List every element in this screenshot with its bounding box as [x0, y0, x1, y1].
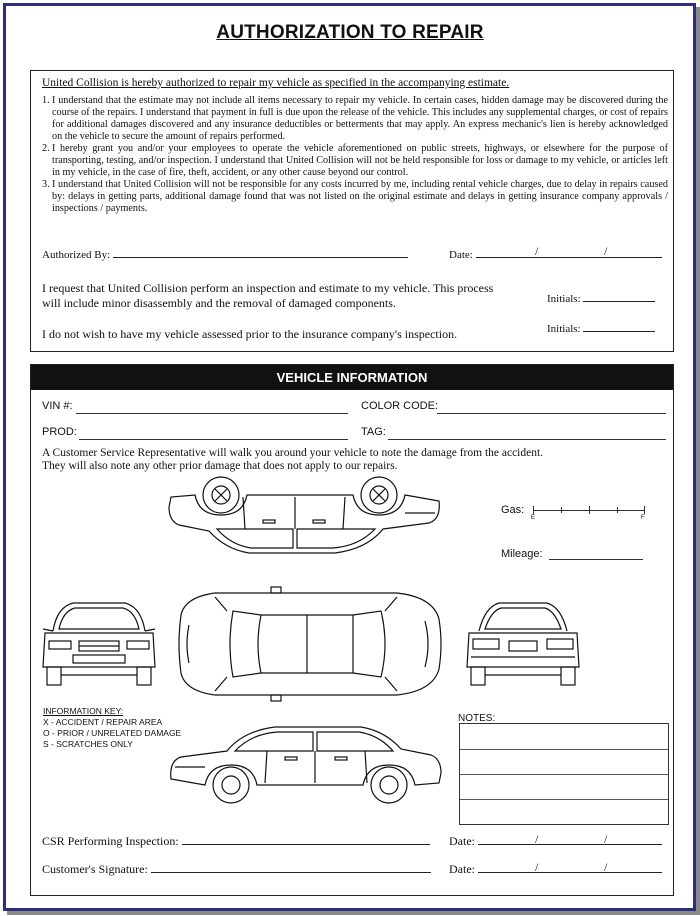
date-separator: / — [604, 860, 608, 874]
customer-signature-row — [42, 862, 431, 877]
term-number: 2. — [42, 143, 50, 154]
car-driver-side-diagram[interactable] — [165, 473, 445, 559]
gas-tick — [533, 506, 534, 514]
term-item — [42, 143, 668, 179]
date-label: Date: — [449, 249, 473, 261]
key-item-accident: X - ACCIDENT / REPAIR AREA — [43, 717, 163, 727]
authorized-by-row — [42, 247, 408, 261]
initials-label: Initials: — [547, 293, 581, 305]
gas-tick — [644, 506, 645, 514]
term-text: I hereby grant you and/or your employees to operate the vehicle aforementioned on public streets, highways, or elsewhere for the purpose of transporting, testing, and/or inspection. I understand that United Collision will not be held responsible for loss or damage to my vehicle, or articles left in my vehicle, in the case of fire, theft, accident, or any other cause beyond our control. — [52, 143, 668, 178]
date-separator: / — [604, 244, 608, 258]
date-label: Date: — [449, 862, 475, 876]
csr-note-line-1: A Customer Service Representative will walk you around your vehicle to note the damage from the accident. — [42, 447, 544, 459]
gas-full-label: F — [641, 515, 645, 521]
notes-line — [460, 799, 668, 800]
term-number: 1. — [42, 95, 50, 106]
notes-box[interactable] — [459, 723, 669, 825]
date-separator: / — [604, 832, 608, 846]
gas-tick — [617, 507, 618, 513]
term-text: I understand that United Collision will not be responsible for any costs incurred by me, including rental vehicle charges, due to delay in repairs caused by: delays in getting parts, additional damage found that was not listed on the original estimate and delays in getting insurance company approvals / inspections / payments. — [52, 179, 668, 214]
car-top-view-diagram[interactable] — [167, 585, 447, 703]
information-key — [43, 706, 181, 750]
car-front-view-diagram[interactable] — [39, 597, 159, 693]
gas-tick — [561, 507, 562, 513]
date-label: Date: — [449, 834, 475, 848]
authorization-statement: United Collision is hereby authorized to repair my vehicle as specified in the accompanying estimate. — [42, 77, 510, 89]
notes-label: NOTES: — [458, 713, 496, 724]
vehicle-information-header: VEHICLE INFORMATION — [31, 365, 673, 390]
mileage-label: Mileage: — [501, 548, 543, 560]
information-key-title: INFORMATION KEY: — [43, 706, 124, 716]
csr-performing-row — [42, 834, 430, 849]
date-separator: / — [535, 244, 539, 258]
gas-empty-label: E — [531, 515, 536, 521]
date-separator: / — [535, 832, 539, 846]
tag-field[interactable] — [388, 439, 666, 440]
form-title: AUTHORIZATION TO REPAIR — [216, 22, 484, 43]
customer-signature-field[interactable] — [151, 862, 431, 873]
inspection-request-text: I request that United Collision perform an inspection and estimate to my vehicle. This process will include minor disassembly and the removal of damaged components. — [42, 281, 494, 310]
color-code-field[interactable] — [437, 413, 666, 414]
authorization-section — [30, 70, 674, 352]
authorization-date-row — [449, 247, 662, 261]
initials-label: Initials: — [547, 323, 581, 335]
gas-tick — [589, 506, 590, 514]
color-code-label: COLOR CODE: — [361, 400, 439, 412]
notes-line — [460, 749, 668, 750]
signature-date-row — [449, 862, 662, 877]
initials-field-1[interactable] — [583, 291, 655, 302]
csr-note-line-2: They will also note any other prior damage that does not apply to our repairs. — [42, 460, 398, 472]
term-text: I understand that the estimate may not include all items necessary to repair my vehicle. In certain cases, hidden damage may be discovered during the course of the repairs. I understand that payment in full is due upon the release of the vehicle. This includes any supplemental charges, or cost of repairs for additional damages discovered and any insurance deductibles or betterments that may apply. An express mechanic's lien is hereby acknowledged on the vehicle to secure the amount of repairs performed. — [52, 95, 668, 142]
notes-line — [460, 774, 668, 775]
vehicle-information-section — [30, 364, 674, 896]
csr-walkaround-note — [42, 447, 543, 473]
csr-performing-label: CSR Performing Inspection: — [42, 834, 179, 848]
mileage-field[interactable] — [549, 559, 643, 560]
vin-field[interactable] — [76, 413, 348, 414]
authorized-by-label: Authorized By: — [42, 249, 111, 261]
vin-label: VIN #: — [42, 400, 73, 412]
prod-label: PROD: — [42, 426, 77, 438]
term-item — [42, 179, 668, 215]
initials-row-1 — [547, 291, 655, 305]
gas-label: Gas: — [501, 504, 525, 516]
authorized-by-field[interactable] — [113, 247, 408, 258]
no-assessment-text: I do not wish to have my vehicle assessed prior to the insurance company's inspection. — [42, 327, 458, 341]
car-passenger-side-diagram[interactable] — [165, 721, 445, 811]
terms-list — [42, 95, 668, 215]
csr-date-field[interactable] — [478, 834, 662, 845]
term-number: 3. — [42, 179, 50, 190]
tag-label: TAG: — [361, 426, 386, 438]
prod-field[interactable] — [79, 439, 348, 440]
csr-performing-field[interactable] — [182, 834, 430, 845]
initials-field-2[interactable] — [583, 321, 655, 332]
initials-row-2 — [547, 321, 655, 335]
car-rear-view-diagram[interactable] — [463, 597, 583, 693]
customer-signature-label: Customer's Signature: — [42, 862, 148, 876]
signature-date-field[interactable] — [478, 862, 662, 873]
authorization-date-field[interactable] — [476, 247, 662, 258]
date-separator: / — [535, 860, 539, 874]
key-item-scratches: S - SCRATCHES ONLY — [43, 739, 133, 749]
key-item-prior: O - PRIOR / UNRELATED DAMAGE — [43, 728, 182, 738]
term-item — [42, 95, 668, 143]
csr-date-row — [449, 834, 662, 849]
